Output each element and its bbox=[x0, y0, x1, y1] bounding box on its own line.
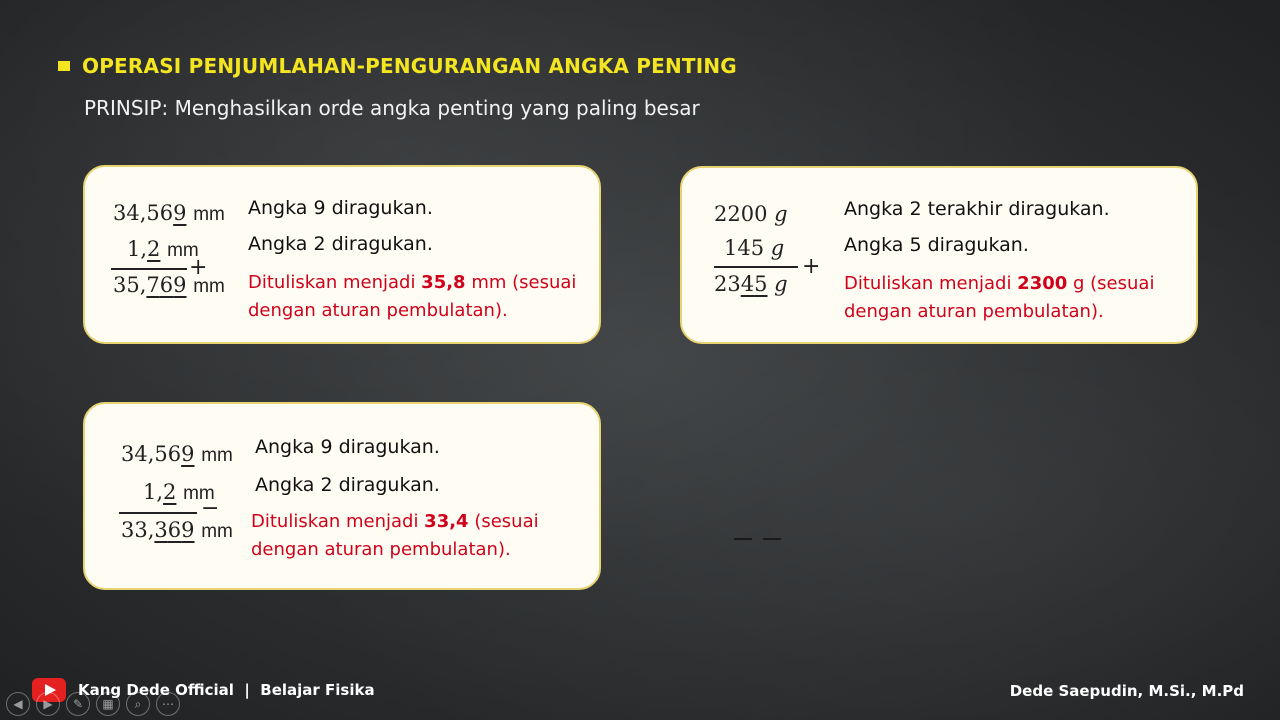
operator-sign: + bbox=[802, 254, 821, 279]
operator-sign: + bbox=[189, 255, 208, 280]
note-second: Angka 2 diragukan. bbox=[255, 474, 440, 496]
operand-result: 33,369 mm bbox=[121, 518, 233, 542]
note-second: Angka 5 diragukan. bbox=[844, 234, 1029, 256]
slides-grid-icon[interactable]: ▦ bbox=[96, 692, 120, 716]
operand-result: 2345 g bbox=[714, 272, 788, 296]
principle-text: PRINSIP: Menghasilkan orde angka penting yang paling besar bbox=[84, 96, 700, 120]
rounding-note: Dituliskan menjadi 33,4 (sesuai dengan aturan pembulatan). bbox=[251, 511, 539, 560]
slideshow-controls bbox=[6, 692, 180, 716]
rounding-note: Dituliskan menjadi 35,8 mm (sesuai dengan aturan pembulatan). bbox=[248, 272, 577, 321]
operator-sign: − bbox=[201, 496, 220, 521]
more-options-icon[interactable]: ⋯ bbox=[156, 692, 180, 716]
zoom-icon[interactable]: ⌕ bbox=[126, 692, 150, 716]
stray-dash bbox=[763, 538, 781, 540]
rounding-note: Dituliskan menjadi 2300 g (sesuai dengan aturan pembulatan). bbox=[844, 273, 1155, 322]
previous-slide-icon[interactable]: ◀ bbox=[6, 692, 30, 716]
note-first: Angka 2 terakhir diragukan. bbox=[844, 198, 1110, 220]
square-bullet-icon bbox=[58, 61, 70, 71]
operand-top: 34,569 mm bbox=[121, 442, 233, 466]
operand-mid: 1,2 mm bbox=[127, 237, 199, 261]
sum-line bbox=[111, 268, 187, 270]
heading-text: OPERASI PENJUMLAHAN-PENGURANGAN ANGKA PENTING bbox=[82, 54, 737, 78]
example-card-addition-mm bbox=[83, 165, 601, 344]
operand-result: 35,769 mm bbox=[113, 273, 225, 297]
example-card-addition-g bbox=[680, 166, 1198, 344]
sum-line bbox=[714, 266, 798, 268]
operand-mid: 145 g bbox=[724, 236, 785, 260]
operand-mid: 1,2 mm bbox=[143, 480, 215, 504]
difference-line bbox=[119, 512, 197, 514]
operand-top: 34,569 mm bbox=[113, 201, 225, 225]
pen-icon[interactable]: ✎ bbox=[66, 692, 90, 716]
next-slide-icon[interactable]: ▶ bbox=[36, 692, 60, 716]
note-second: Angka 2 diragukan. bbox=[248, 233, 433, 255]
note-first: Angka 9 diragukan. bbox=[255, 436, 440, 458]
example-card-subtraction-mm bbox=[83, 402, 601, 590]
note-first: Angka 9 diragukan. bbox=[248, 197, 433, 219]
section-heading bbox=[58, 54, 737, 78]
operand-top: 2200 g bbox=[714, 202, 788, 226]
author-name: Dede Saepudin, M.Si., M.Pd bbox=[1009, 682, 1244, 700]
stray-dash bbox=[734, 538, 752, 540]
channel-name: Kang Dede Official | Belajar Fisika bbox=[78, 681, 375, 699]
